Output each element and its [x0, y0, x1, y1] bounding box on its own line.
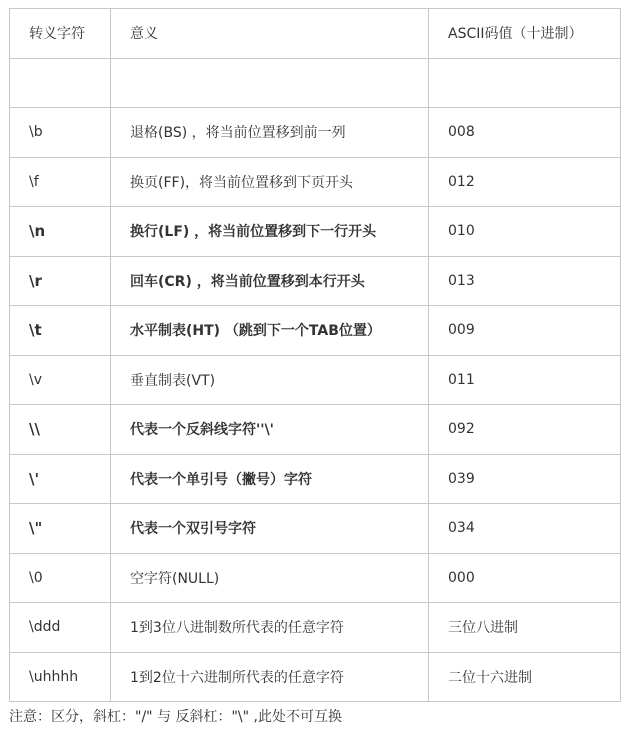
escape-char-cell: \f — [10, 157, 111, 207]
table-row — [10, 207, 621, 257]
table-header-row — [10, 9, 621, 59]
table-row — [10, 157, 621, 207]
escape-char-cell: \n — [10, 207, 111, 257]
table-row — [10, 306, 621, 356]
meaning-cell: 空字符(NULL) — [111, 553, 429, 603]
escape-char-cell — [10, 58, 111, 108]
table-row — [10, 652, 621, 702]
ascii-code-cell: 092 — [429, 405, 621, 455]
meaning-cell: 代表一个单引号（撇号）字符 — [111, 454, 429, 504]
ascii-code-cell: 034 — [429, 504, 621, 554]
table-row — [10, 553, 621, 603]
escape-char-cell: \' — [10, 454, 111, 504]
table-row — [10, 603, 621, 653]
ascii-code-cell: 012 — [429, 157, 621, 207]
ascii-code-cell: 010 — [429, 207, 621, 257]
table-row — [10, 504, 621, 554]
escape-char-table — [9, 8, 621, 702]
header-meaning: 意义 — [111, 9, 429, 59]
ascii-code-cell: 000 — [429, 553, 621, 603]
escape-char-cell: \0 — [10, 553, 111, 603]
meaning-cell: 垂直制表(VT) — [111, 355, 429, 405]
table-row — [10, 256, 621, 306]
ascii-code-cell: 009 — [429, 306, 621, 356]
escape-char-cell: \r — [10, 256, 111, 306]
table-row — [10, 58, 621, 108]
ascii-code-cell — [429, 58, 621, 108]
meaning-cell: 换页(FF)，将当前位置移到下页开头 — [111, 157, 429, 207]
meaning-cell: 1到2位十六进制所代表的任意字符 — [111, 652, 429, 702]
table-body — [10, 58, 621, 702]
escape-char-cell: \uhhhh — [10, 652, 111, 702]
table-row — [10, 108, 621, 158]
escape-char-cell: \" — [10, 504, 111, 554]
ascii-code-cell: 011 — [429, 355, 621, 405]
table-row — [10, 355, 621, 405]
ascii-code-cell: 二位十六进制 — [429, 652, 621, 702]
meaning-cell: 1到3位八进制数所代表的任意字符 — [111, 603, 429, 653]
header-ascii-code: ASCII码值（十进制） — [429, 9, 621, 59]
meaning-cell: 换行(LF) ，将当前位置移到下一行开头 — [111, 207, 429, 257]
ascii-code-cell: 三位八进制 — [429, 603, 621, 653]
meaning-cell: 回车(CR) ，将当前位置移到本行开头 — [111, 256, 429, 306]
footnote: 注意：区分，斜杠："/" 与 反斜杠："\" ,此处不可互换 — [9, 709, 342, 725]
table-row — [10, 454, 621, 504]
meaning-cell: 水平制表(HT) （跳到下一个TAB位置） — [111, 306, 429, 356]
meaning-cell — [111, 58, 429, 108]
meaning-cell: 退格(BS) ，将当前位置移到前一列 — [111, 108, 429, 158]
escape-char-cell: \ddd — [10, 603, 111, 653]
header-escape-char: 转义字符 — [10, 9, 111, 59]
ascii-code-cell: 039 — [429, 454, 621, 504]
escape-char-cell: \v — [10, 355, 111, 405]
meaning-cell: 代表一个双引号字符 — [111, 504, 429, 554]
ascii-code-cell: 013 — [429, 256, 621, 306]
escape-char-cell: \\ — [10, 405, 111, 455]
escape-char-cell: \b — [10, 108, 111, 158]
meaning-cell: 代表一个反斜线字符''\' — [111, 405, 429, 455]
ascii-code-cell: 008 — [429, 108, 621, 158]
table-row — [10, 405, 621, 455]
escape-char-cell: \t — [10, 306, 111, 356]
